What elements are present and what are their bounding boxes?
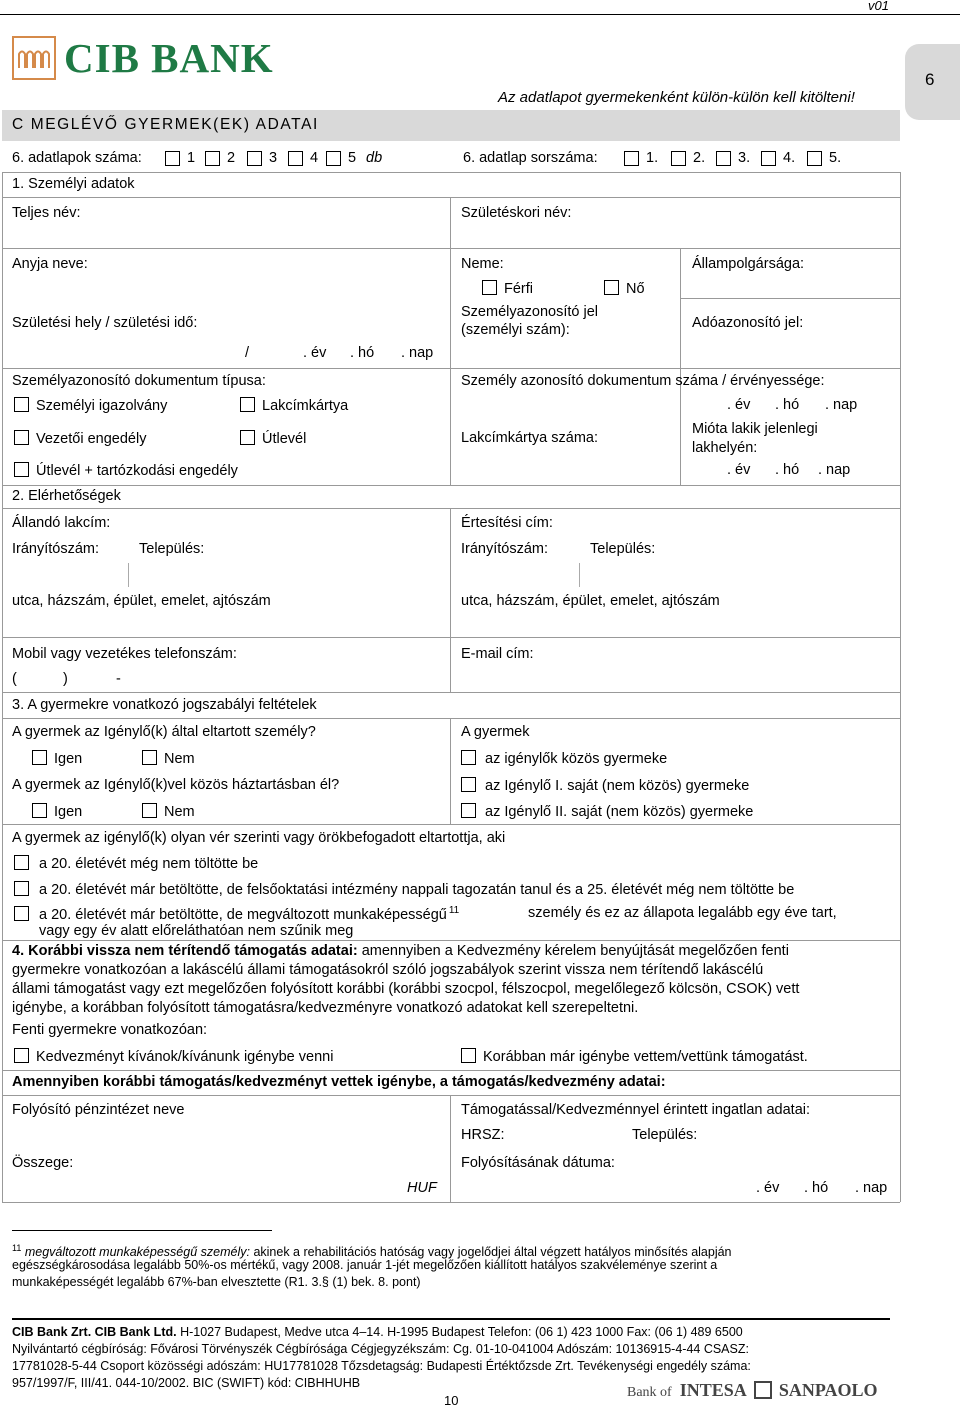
sheet-serial-opt: 2. xyxy=(693,150,706,166)
checkbox[interactable] xyxy=(32,750,47,765)
common-child-option[interactable]: az igénylők közös gyermeke xyxy=(461,750,667,767)
previous-text-3: állami támogatást vagy ezt megelőzően folyósított korábbi (korábbi szocpol, félszocpol, megelőlegező kölcsön, CSOK) vett xyxy=(12,981,800,997)
household-no-option[interactable]: Nem xyxy=(142,803,195,820)
request-option[interactable]: Kedvezményt kívánok/kívánunk igénybe venni xyxy=(14,1048,333,1065)
disabled-text-b: személy és ez az állapota legalább egy éve tart, xyxy=(528,905,837,921)
cib-logo-icon xyxy=(12,36,56,80)
mother-name-label: Anyja neve: xyxy=(12,256,88,272)
previous-text-1: amennyiben a Kedvezmény kérelem benyújtását megelőzően fenti xyxy=(361,943,789,959)
sheets-count-unit: db xyxy=(366,150,383,166)
previous-subheading: Amennyiben korábbi támogatás/kedvezményt vettek igénybe, a támogatás/kedvezmény adatai: xyxy=(12,1074,666,1090)
since-day: . nap xyxy=(818,462,851,478)
checkbox[interactable] xyxy=(240,397,255,412)
gender-label: Neme: xyxy=(461,256,504,272)
blood-adopted-text: A gyermek az igénylő(k) olyan vér szerinti vagy örökbefogadott eltartottja, aki xyxy=(12,830,506,846)
birth-date-day: . nap xyxy=(401,345,434,361)
footnote-text-3: munkaképességét legalább 67%-ban elvesztette (R1. 3.§ (1) bek. 8. pont) xyxy=(12,1275,421,1289)
pay-date-day: . nap xyxy=(855,1180,888,1196)
personal-heading: 1. Személyi adatok xyxy=(12,176,135,192)
gender-female-option[interactable]: Nő xyxy=(604,280,645,297)
used-option[interactable]: Korábban már igénybe vettem/vettünk támogatást. xyxy=(461,1048,808,1065)
sheets-count-opt: 3 xyxy=(269,150,278,166)
personal-id-label-2: (személyi szám): xyxy=(461,322,570,338)
pay-date-label: Folyósításának dátuma: xyxy=(461,1155,615,1171)
sheets-count-checkbox-3[interactable] xyxy=(247,151,262,166)
full-name-label: Teljes név: xyxy=(12,205,81,221)
checkbox[interactable] xyxy=(14,881,29,896)
child-of-2-option[interactable]: az Igénylő II. saját (nem közös) gyermeke xyxy=(461,803,753,820)
doc-type-label: Személyazonosító dokumentum típusa: xyxy=(12,373,266,389)
sheet-serial-checkbox-1[interactable] xyxy=(624,151,639,166)
doc-number-label: Személy azonosító dokumentum száma / érvényessége: xyxy=(461,373,825,389)
sheets-count-label: 6. adatlapok száma: xyxy=(12,150,142,166)
phone-label: Mobil vagy vezetékes telefonszám: xyxy=(12,646,237,662)
doc-id-card-option[interactable]: Személyi igazolvány xyxy=(14,397,167,414)
footnote-number: 11 xyxy=(12,1243,22,1253)
doc-validity-year: . év xyxy=(727,397,751,413)
sheet-serial-opt: 3. xyxy=(738,150,751,166)
sheets-count-checkbox-2[interactable] xyxy=(205,151,220,166)
sanpaolo-icon xyxy=(754,1381,772,1399)
checkbox[interactable] xyxy=(32,803,47,818)
checkbox[interactable] xyxy=(142,803,157,818)
disabled-text-c: vagy egy év alatt előreláthatóan nem szűnik meg xyxy=(39,923,354,939)
sheet-serial-checkbox-2[interactable] xyxy=(671,151,686,166)
supported-question: A gyermek az Igénylő(k) által eltartott személy? xyxy=(12,724,316,740)
phone-format-open: ( xyxy=(12,671,17,687)
checkbox[interactable] xyxy=(14,430,29,445)
household-question: A gyermek az Igénylő(k)vel közös háztartásban él? xyxy=(12,777,340,793)
company-line-3: 17781028-5-44 Csoport közösségi adószám: HU17781028 Tőzsdetagság: Budapesti Értéktőzsde Zrt. Tevékenységi engedély száma: xyxy=(12,1359,751,1373)
sheets-count-opt: 1 xyxy=(187,150,196,166)
sheets-count-checkbox-1[interactable] xyxy=(165,151,180,166)
mail-street-label: utca, házszám, épület, emelet, ajtószám xyxy=(461,593,720,609)
previous-heading: 4. Korábbi vissza nem térítendő támogatás adatai: xyxy=(12,943,358,959)
birth-place-date-label: Születési hely / születési idő: xyxy=(12,315,198,331)
company-address: H-1027 Budapest, Medve utca 4–14. H-1995 Budapest Telefon: (06 1) 423 1000 Fax: (06 1) 489 6500 xyxy=(180,1325,743,1339)
checkbox[interactable] xyxy=(461,777,476,792)
checkbox[interactable] xyxy=(14,906,29,921)
street-label: utca, házszám, épület, emelet, ajtószám xyxy=(12,593,271,609)
checkbox[interactable] xyxy=(482,280,497,295)
checkbox[interactable] xyxy=(14,462,29,477)
doc-passport-option[interactable]: Útlevél xyxy=(240,430,306,447)
cib-logo-text: CIB BANK xyxy=(64,35,274,81)
footnote-text-2: egészségkárosodása legalább 50%-os mértékű, vagy 2008. január 1-jét megelőzően kiállított hatályos szakvéleménye szerint a xyxy=(12,1258,718,1272)
sheet-serial-label: 6. adatlap sorszáma: xyxy=(463,150,598,166)
supported-no-option[interactable]: Nem xyxy=(142,750,195,767)
sheet-serial-opt: 4. xyxy=(783,150,796,166)
city-label: Település: xyxy=(139,541,205,557)
student-option[interactable]: a 20. életévét már betöltötte, de felsőoktatási intézmény nappali tagozatán tanul és a 25. életévét még nem töltötte be xyxy=(14,881,794,898)
since-month: . hó xyxy=(775,462,800,478)
tax-id-label: Adóazonosító jel: xyxy=(692,315,804,331)
since-label-2: lakhelyén: xyxy=(692,440,758,456)
sheets-count-opt: 2 xyxy=(227,150,236,166)
checkbox[interactable] xyxy=(461,1048,476,1063)
footnote-separator xyxy=(12,1230,272,1231)
mail-city-label: Település: xyxy=(590,541,656,557)
currency-label: HUF xyxy=(407,1180,437,1196)
checkbox[interactable] xyxy=(240,430,255,445)
doc-validity-month: . hó xyxy=(775,397,800,413)
disabled-option[interactable]: a 20. életévét már betöltötte, de megváltozott munkaképességű $^{11}$ xyxy=(14,905,459,923)
sheets-count-opt: 4 xyxy=(310,150,319,166)
institution-label: Folyósító pénzintézet neve xyxy=(12,1102,185,1118)
sheets-count-opt: 5 xyxy=(348,150,357,166)
supported-yes-option[interactable]: Igen xyxy=(32,750,82,767)
mail-zip-label: Irányítószám: xyxy=(461,541,549,557)
checkbox[interactable] xyxy=(14,397,29,412)
gender-male-option[interactable]: Férfi xyxy=(482,280,533,297)
child-label: A gyermek xyxy=(461,724,530,740)
birth-date-slash: / xyxy=(245,345,250,361)
property-label: Támogatással/Kedvezménnyel érintett ingatlan adatai: xyxy=(461,1102,811,1118)
checkbox[interactable] xyxy=(461,750,476,765)
zip-label: Irányítószám: xyxy=(12,541,100,557)
amount-label: Összege: xyxy=(12,1155,74,1171)
personal-id-label-1: Személyazonosító jel xyxy=(461,304,599,320)
for-child-label: Fenti gyermekre vonatkozóan: xyxy=(12,1022,208,1038)
footnote-term: megváltozott munkaképességű személy: xyxy=(24,1245,250,1260)
instruction-text: Az adatlapot gyermekenként külön-külön kell kitölteni! xyxy=(498,89,855,106)
doc-validity-day: . nap xyxy=(825,397,858,413)
footnote-ref: 11 xyxy=(448,905,460,916)
birth-name-label: Születéskori név: xyxy=(461,205,572,221)
sheets-count-checkbox-5[interactable] xyxy=(326,151,341,166)
since-year: . év xyxy=(727,462,751,478)
sheet-serial-opt: 1. xyxy=(646,150,659,166)
under20-option[interactable]: a 20. életévét még nem töltötte be xyxy=(14,855,258,872)
doc-driving-license-option[interactable]: Vezetői engedély xyxy=(14,430,146,447)
address-card-number-label: Lakcímkártya száma: xyxy=(461,430,598,446)
doc-passport-residence-option[interactable]: Útlevél + tartózkodási engedély xyxy=(14,462,238,479)
sheet-serial-checkbox-4[interactable] xyxy=(761,151,776,166)
sheets-count-checkbox-4[interactable] xyxy=(288,151,303,166)
page-number: 10 xyxy=(444,1393,459,1408)
version-label: v01 xyxy=(868,0,889,13)
section-title: C MEGLÉVŐ GYERMEK(EK) ADATAI xyxy=(12,116,319,133)
child-of-1-option[interactable]: az Igénylő I. saját (nem közös) gyermeke xyxy=(461,777,749,794)
sheet-serial-opt: 5. xyxy=(829,150,842,166)
hrsz-label: HRSZ: xyxy=(461,1127,505,1143)
company-name: CIB Bank Zrt. CIB Bank Ltd. xyxy=(12,1325,177,1339)
footnote-text-1: akinek a rehabilitációs hatóság vagy jogelődjei által végzett hatályos minősítés alapján xyxy=(253,1245,732,1260)
permanent-address-label: Állandó lakcím: xyxy=(12,515,111,531)
company-line-4: 957/1997/F, III/41. 044-10/2002. BIC (SWIFT) kód: CIBHHUHB xyxy=(12,1376,361,1390)
citizenship-label: Állampolgársága: xyxy=(692,256,805,272)
contacts-heading: 2. Elérhetőségek xyxy=(12,488,121,504)
checkbox[interactable] xyxy=(604,280,619,295)
footer-separator xyxy=(12,1318,890,1320)
checkbox[interactable] xyxy=(142,750,157,765)
previous-text-4: igénybe, a korábban folyósított támogatásra/kedvezményre vonatkozó adatokat kell szerepeltetni. xyxy=(12,1000,639,1016)
sheet-serial-checkbox-3[interactable] xyxy=(716,151,731,166)
sheet-serial-checkbox-5[interactable] xyxy=(807,151,822,166)
legal-heading: 3. A gyermekre vonatkozó jogszabályi feltételek xyxy=(12,697,317,713)
checkbox[interactable] xyxy=(14,1048,29,1063)
checkbox[interactable] xyxy=(14,855,29,870)
email-label: E-mail cím: xyxy=(461,646,534,662)
intesa-sanpaolo-logo: Bank of INTESA SANPAOLO xyxy=(627,1380,878,1400)
previous-text-2: gyermekre vonatkozóan a lakáscélú állami támogatásokról szóló jogszabályok szerint vissza nem térítendő lakáscélú xyxy=(12,962,764,978)
mailing-address-label: Értesítési cím: xyxy=(461,515,553,531)
birth-date-year: . év xyxy=(303,345,327,361)
since-label-1: Mióta lakik jelenlegi xyxy=(692,421,818,437)
checkbox[interactable] xyxy=(461,803,476,818)
phone-format-close: ) xyxy=(63,671,68,687)
birth-date-month: . hó xyxy=(350,345,375,361)
cib-logo xyxy=(12,36,56,84)
phone-format-dash: - xyxy=(116,671,121,687)
company-line-2: Nyilvántartó cégbíróság: Fővárosi Törvényszék Cégbírósága Cégjegyzékszám: Cg. 01-10-041004 Adószám: 10136915-4-44 CSASZ: xyxy=(12,1342,749,1356)
pay-date-year: . év xyxy=(756,1180,780,1196)
page-tab-number: 6 xyxy=(925,70,935,89)
household-yes-option[interactable]: Igen xyxy=(32,803,82,820)
doc-address-card-option[interactable]: Lakcímkártya xyxy=(240,397,348,414)
settlement-label: Település: xyxy=(632,1127,698,1143)
pay-date-month: . hó xyxy=(804,1180,829,1196)
